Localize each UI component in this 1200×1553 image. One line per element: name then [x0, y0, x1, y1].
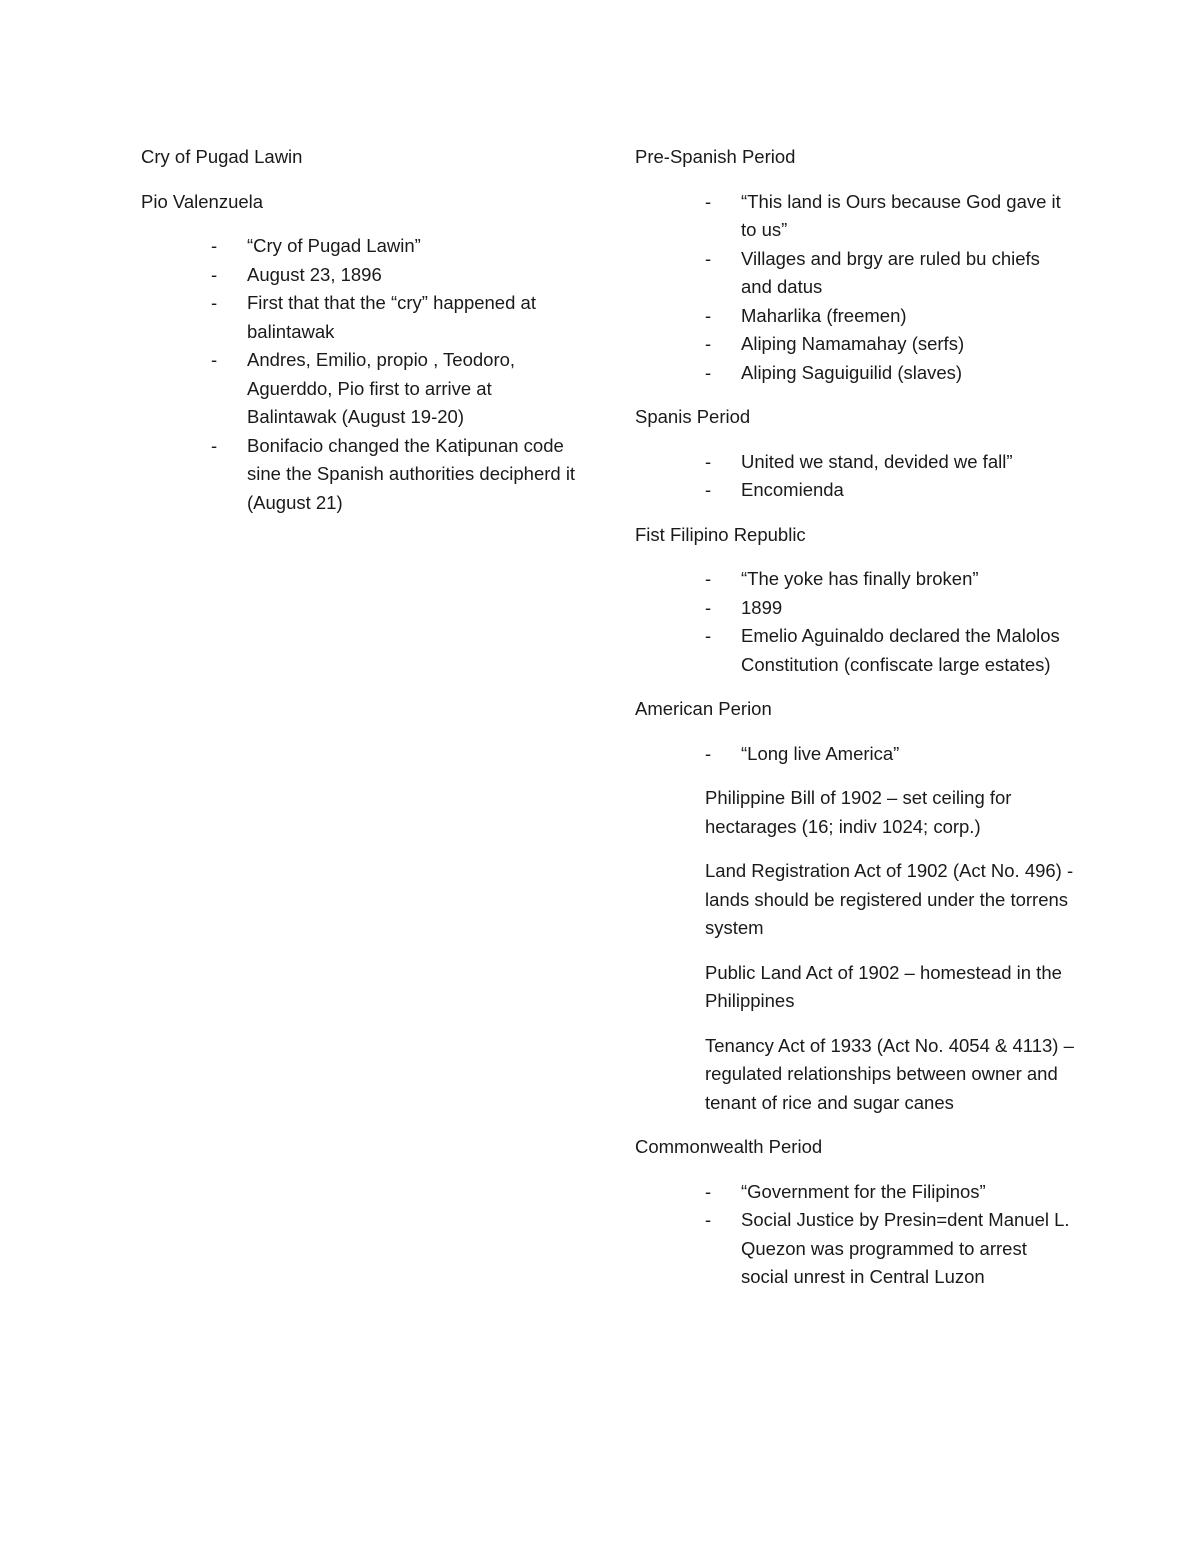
section-title: Cry of Pugad Lawin — [141, 146, 303, 167]
paragraph-philippine-bill: Philippine Bill of 1902 – set ceiling for hectarages (16; indiv 1024; corp.) — [705, 787, 1012, 837]
list-item: - “Cry of Pugad Lawin” — [141, 232, 581, 261]
list-item: - First that that the “cry” happened at balintawak — [141, 289, 581, 346]
list-item: - Bonifacio changed the Katipunan code sine the Spanish authorities decipherd it (August 21) — [141, 432, 581, 518]
dash-bullet: - — [705, 568, 712, 589]
list-item: - Andres, Emilio, propio , Teodoro, Aguerddo, Pio first to arrive at Balintawak (August 19-20) — [141, 346, 581, 432]
list-item: - August 23, 1896 — [141, 261, 581, 290]
bullet-list-american — [635, 740, 1075, 769]
dash-bullet: - — [211, 434, 218, 456]
dash-bullet: - — [211, 235, 218, 256]
dash-bullet: - — [705, 1209, 712, 1230]
list-item: - Emelio Aguinaldo declared the Malolos Constitution (confiscate large estates) — [635, 622, 1075, 679]
bullet-list-pre-spanish — [635, 188, 1075, 388]
dash-bullet: - — [211, 292, 218, 313]
bullet-list-republic — [635, 565, 1075, 679]
list-item: - Encomienda — [635, 476, 1075, 505]
dash-bullet: - — [705, 1180, 712, 1202]
list-item: - Maharlika (freemen) — [635, 302, 1075, 331]
dash-bullet: - — [705, 450, 712, 472]
heading-spanish: Spanis Period — [635, 406, 751, 427]
list-item: - Aliping Saguiguilid (slaves) — [635, 359, 1075, 388]
bullet-list-commonwealth — [635, 1178, 1075, 1292]
list-item: - United we stand, devided we fall” — [635, 448, 1075, 477]
heading-commonwealth: Commonwealth Period — [635, 1136, 823, 1157]
list-item: - Aliping Namamahay (serfs) — [635, 330, 1075, 359]
paragraph-tenancy-act: Tenancy Act of 1933 (Act No. 4054 & 4113) – regulated relationships between owner and tenant of rice and sugar canes — [705, 1034, 1074, 1113]
dash-bullet: - — [211, 263, 218, 285]
right-column — [635, 143, 1075, 1308]
dash-bullet: - — [705, 304, 712, 326]
dash-bullet: - — [705, 361, 712, 383]
list-item: - Villages and brgy are ruled bu chiefs and datus — [635, 245, 1075, 302]
dash-bullet: - — [211, 349, 218, 370]
dash-bullet: - — [705, 596, 712, 618]
bullet-list-pugad-lawin — [141, 232, 581, 517]
dash-bullet: - — [705, 247, 712, 269]
list-item: - “The yoke has finally broken” — [635, 565, 1075, 594]
section-subtitle: Pio Valenzuela — [141, 190, 264, 212]
list-item: - 1899 — [635, 594, 1075, 623]
list-item: - “This land is Ours because God gave it to us” — [635, 188, 1075, 245]
dash-bullet: - — [705, 479, 712, 500]
dash-bullet: - — [705, 333, 712, 354]
bullet-list-spanish — [635, 448, 1075, 505]
left-column — [141, 143, 581, 533]
list-item: - Social Justice by Presin=dent Manuel L. Quezon was programmed to arrest social unrest in Central Luzon — [635, 1206, 1075, 1292]
dash-bullet: - — [705, 190, 712, 212]
list-item: - “Long live America” — [635, 740, 1075, 769]
paragraph-land-registration: Land Registration Act of 1902 (Act No. 496) - lands should be registered under the torrens system — [705, 860, 1074, 938]
dash-bullet: - — [705, 625, 712, 646]
paragraph-public-land: Public Land Act of 1902 – homestead in the Philippines — [705, 961, 1062, 1011]
heading-pre-spanish: Pre-Spanish Period — [635, 146, 796, 167]
heading-american: American Perion — [635, 698, 772, 719]
list-item: - “Government for the Filipinos” — [635, 1178, 1075, 1207]
dash-bullet: - — [705, 742, 712, 764]
heading-republic: Fist Filipino Republic — [635, 523, 806, 545]
